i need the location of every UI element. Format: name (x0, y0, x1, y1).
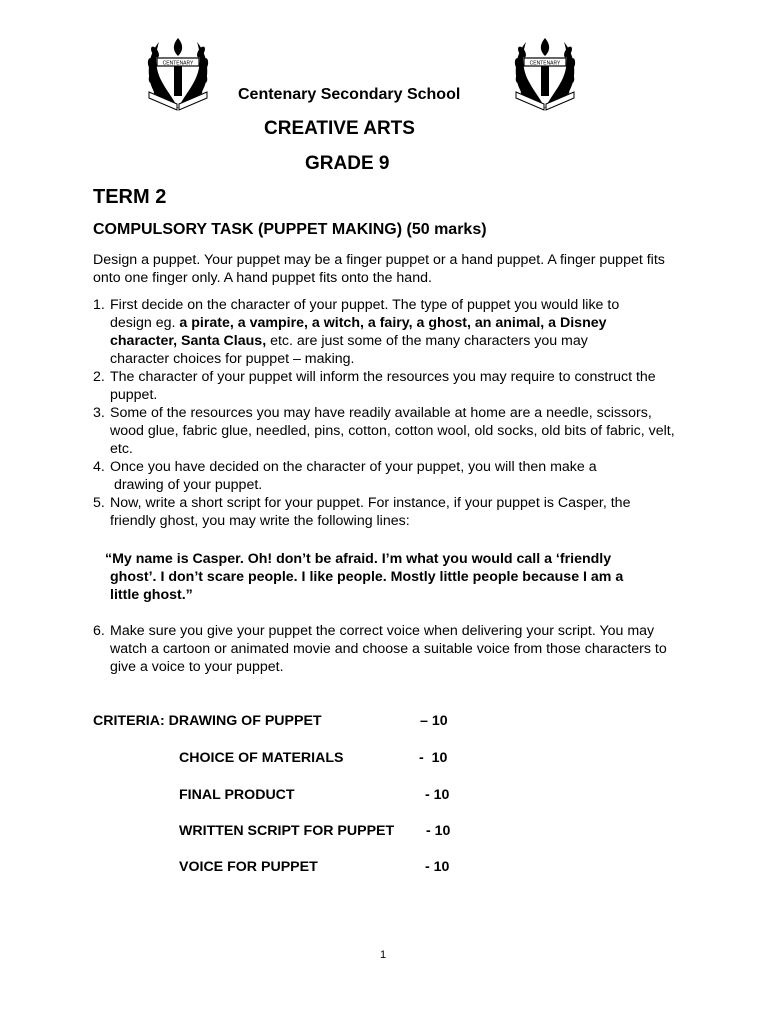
list-item (93, 296, 678, 368)
crest-ribbon-text: CENTENARY (162, 60, 194, 67)
step-number: 2. (93, 369, 105, 385)
criteria-mark: - 10 (419, 750, 448, 766)
crest-ribbon-text: CENTENARY (529, 60, 561, 67)
criteria-mark: - 10 (425, 859, 450, 875)
term-heading: TERM 2 (93, 186, 167, 208)
step-text: The character of your puppet will inform the resources you may require to construct the puppet. (110, 369, 656, 403)
intro-paragraph: Design a puppet. Your puppet may be a finger puppet or a hand puppet. A finger puppet fits onto one finger only. A hand puppet fits onto the hand. (93, 252, 665, 286)
step-number: 4. (93, 459, 105, 475)
list-item (93, 368, 678, 404)
criteria-item: WRITTEN SCRIPT FOR PUPPET (179, 823, 395, 839)
step-text: Once you have decided on the character of your puppet, you will then make a drawing of your puppet. (110, 459, 597, 493)
criteria-item: CHOICE OF MATERIALS (179, 750, 344, 766)
step-text: Some of the resources you may have readily available at home are a needle, scissors, wood glue, fabric glue, needled, pins, cotton, cotton wool, old socks, old bits of fabric, velt, etc. (110, 405, 675, 457)
criteria-item: VOICE FOR PUPPET (179, 859, 318, 875)
steps-list (93, 296, 678, 530)
criteria-item: FINAL PRODUCT (179, 787, 295, 803)
list-item (93, 404, 678, 458)
step-number: 6. (93, 623, 105, 639)
step-text: First decide on the character of your puppet. The type of puppet you would like to design eg. a pirate, a vampire, a witch, a fairy, a ghost, an animal, a Disney character, Santa Claus, etc. are just some of the many characters you may character choices for puppet – making. (110, 297, 620, 367)
criteria-label: CRITERIA: DRAWING OF PUPPET (93, 713, 322, 729)
page-number: 1 (380, 949, 387, 961)
step-number: 3. (93, 405, 105, 421)
list-item (93, 458, 678, 494)
casper-quote: “My name is Casper. Oh! don’t be afraid. I’m what you would call a ‘friendly ghost’. I don’t scare people. I like people. Mostly little people because I am a little ghost.” (105, 551, 624, 603)
list-item (93, 622, 678, 676)
step-number: 1. (93, 297, 105, 313)
criteria-mark: – 10 (420, 713, 448, 729)
criteria-mark: - 10 (426, 823, 451, 839)
step-text: Make sure you give your puppet the correct voice when delivering your script. You may watch a cartoon or animated movie and choose a suitable voice from those characters to give a voice to your puppet. (110, 623, 667, 675)
step-number: 5. (93, 495, 105, 511)
task-heading: COMPULSORY TASK (PUPPET MAKING) (50 marks) (93, 221, 487, 238)
school-crest-left-icon (143, 34, 213, 114)
step-text: Now, write a short script for your puppet. For instance, if your puppet is Casper, the friendly ghost, you may write the following lines: (110, 495, 631, 529)
grade-title: GRADE 9 (305, 153, 390, 174)
school-crest-right-icon (510, 34, 580, 114)
subject-title: CREATIVE ARTS (264, 118, 415, 139)
list-item (93, 494, 678, 530)
criteria-mark: - 10 (425, 787, 450, 803)
school-name: Centenary Secondary School (238, 86, 461, 103)
